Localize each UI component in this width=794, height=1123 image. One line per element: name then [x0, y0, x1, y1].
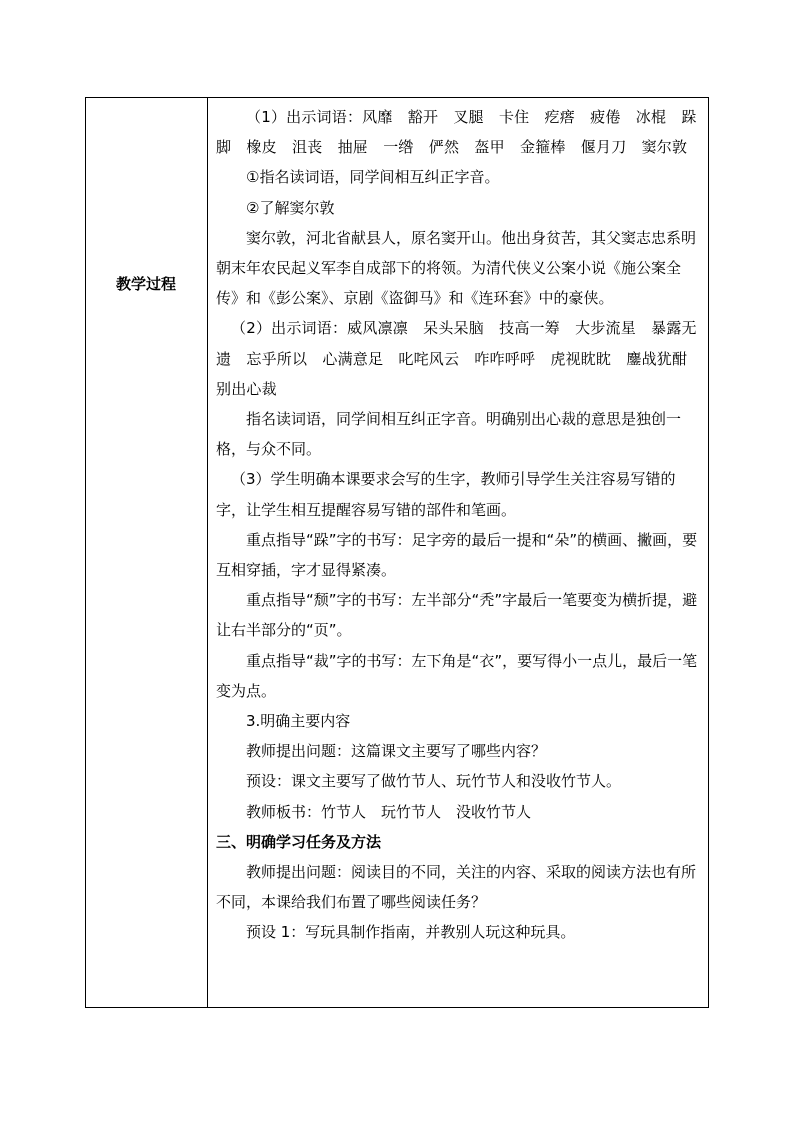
paragraph-main-content-heading: 3.明确主要内容 — [246, 712, 351, 731]
paragraph-vocab-2: （2）出示词语：威风凛凛 呆头呆脑 技高一筹 大步流星 暴露无遗 忘乎所以 心满意足 叱咤风云 咋咋呼呼 虎视眈眈 鏖战犹酣 别出心裁 — [216, 319, 703, 398]
paragraph-writing: （3）学生明确本课要求会写的生字，教师引导学生关注容易写错的字，让学生相互提醒容易写错的部件和笔画。 — [216, 470, 676, 519]
section-label: 教学过程 — [115, 275, 176, 293]
content-cell — [208, 98, 709, 1008]
section-heading-tasks: 三、明确学习任务及方法 — [216, 832, 382, 851]
paragraph-preset: 预设：课文主要写了做竹节人、玩竹节人和没收竹节人。 — [246, 772, 622, 791]
paragraph-about-dou: ②了解窦尔敦 — [246, 198, 335, 217]
paragraph-teacher-question-2: 教师提出问题：阅读目的不同，关注的内容、采取的阅读方法也有所不同，本课给我们布置了哪些阅读任务？ — [216, 863, 697, 912]
paragraph-vocab-1: （1）出示词语：风靡 豁开 叉腿 卡住 疙瘩 疲倦 冰棍 跺脚 橡皮 沮丧 抽屉 一绺 俨然 盔甲 金箍棒 偃月刀 窦尔敦 — [216, 108, 697, 157]
lesson-table — [85, 97, 709, 1008]
paragraph-read-words-2: 指名读词语，同学间相互纠正字音。明确别出心裁的意思是独创一格，与众不同。 — [216, 410, 682, 459]
paragraph-guide-cai: 重点指导“裁”字的书写：左下角是“衣”，要写得小一点儿，最后一笔变为点。 — [216, 651, 698, 700]
paragraph-preset-1: 预设 1：写玩具制作指南，并教别人玩这种玩具。 — [246, 923, 576, 942]
paragraph-dou-bio: 窦尔敦，河北省献县人，原名窦开山。他出身贫苦，其父窦志忠系明朝末年农民起义军李自成部下的将领。为清代侠义公案小说《施公案全传》和《彭公案》、京剧《盗御马》和《连环套》中的豪侠。 — [216, 228, 697, 308]
paragraph-guide-duo: 重点指导“跺”字的书写：足字旁的最后一提和“朵”的横画、撇画，要互相穿插，字才显得紧凑。 — [216, 530, 698, 580]
paragraph-board: 教师板书：竹节人 玩竹节人 没收竹节人 — [246, 802, 532, 821]
content-body — [208, 98, 708, 954]
paragraph-guide-tui: 重点指导“颓”字的书写：左半部分“秃”字最后一笔要变为横折提，避让右半部分的“页”。 — [216, 591, 698, 640]
section-label-cell — [86, 98, 208, 1008]
paragraph-teacher-question: 教师提出问题：这篇课文主要写了哪些内容？ — [246, 742, 547, 761]
paragraph-read-words: ①指名读词语，同学间相互纠正字音。 — [246, 168, 500, 187]
